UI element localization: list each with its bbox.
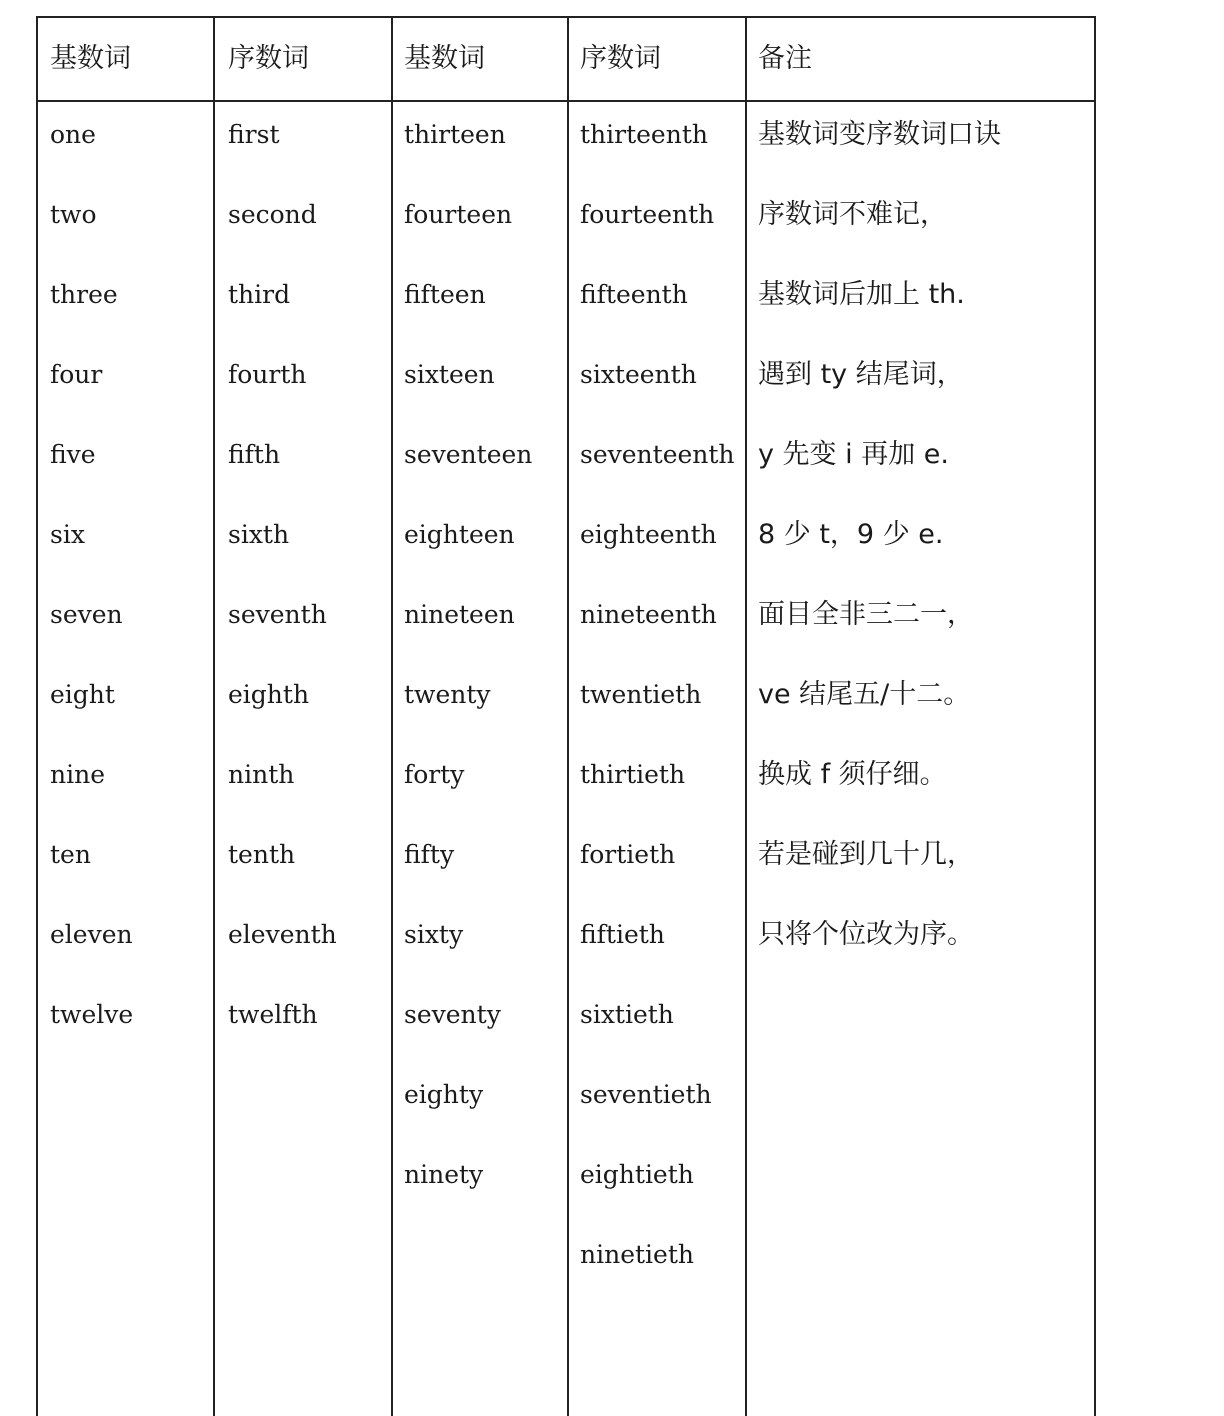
table-cell: fortieth: [580, 840, 676, 869]
column-cardinal-1: [50, 118, 133, 1078]
table-cell: thirtieth: [580, 760, 686, 789]
table-cell: fourteenth: [580, 200, 715, 229]
table-cell: seventeenth: [580, 440, 735, 469]
table-cell: tenth: [228, 840, 296, 869]
table-cell: thirteenth: [580, 120, 708, 149]
column-divider: [1094, 18, 1096, 1416]
header-divider: [38, 100, 1094, 102]
table-cell: one: [50, 120, 96, 149]
table-cell: sixth: [228, 520, 290, 549]
header-ordinal-1: 序数词: [228, 43, 309, 74]
table-cell: thirteen: [404, 120, 506, 149]
table-cell: forty: [404, 760, 465, 789]
table-cell: y 先变 i 再加 e.: [758, 439, 950, 470]
table-cell: 序数词不难记，: [758, 199, 947, 230]
table-cell: nineteenth: [580, 600, 717, 629]
table-cell: fifteen: [404, 280, 486, 309]
table-cell: 基数词后加上 th.: [758, 279, 965, 310]
table-cell: twelve: [50, 1000, 134, 1029]
table-cell: ninth: [228, 760, 295, 789]
table-cell: six: [50, 520, 85, 549]
table-cell: 基数词变序数词口诀: [758, 119, 1001, 150]
table-cell: fourteen: [404, 200, 513, 229]
table-cell: first: [228, 120, 280, 149]
table-cell: twelfth: [228, 1000, 318, 1029]
column-divider: [567, 18, 569, 1416]
table-cell: ten: [50, 840, 91, 869]
table-cell: twentieth: [580, 680, 702, 709]
header-notes: 备注: [758, 43, 812, 74]
header-cardinal-1: 基数词: [50, 43, 131, 74]
table-cell: four: [50, 360, 103, 389]
table-cell: 遇到 ty 结尾词，: [758, 359, 964, 390]
table-cell: five: [50, 440, 96, 469]
table-cell: ninetieth: [580, 1240, 694, 1269]
table-cell: eleven: [50, 920, 133, 949]
table-cell: sixty: [404, 920, 464, 949]
column-divider: [745, 18, 747, 1416]
ordinal-number-table: [36, 16, 1096, 1416]
table-cell: seventeen: [404, 440, 533, 469]
table-cell: ve 结尾五/十二。: [758, 679, 971, 710]
table-cell: fifth: [228, 440, 281, 469]
table-cell: fifteenth: [580, 280, 688, 309]
table-cell: 面目全非三二一，: [758, 599, 974, 630]
table-cell: eightieth: [580, 1160, 694, 1189]
table-cell: 只将个位改为序。: [758, 919, 974, 950]
table-cell: twenty: [404, 680, 491, 709]
column-ordinal-2: [580, 118, 735, 1318]
table-cell: sixteenth: [580, 360, 697, 389]
table-cell: third: [228, 280, 291, 309]
table-cell: eighteenth: [580, 520, 717, 549]
column-ordinal-1: [228, 118, 337, 1078]
table-cell: 8 少 t，9 少 e.: [758, 519, 944, 550]
table-cell: eighth: [228, 680, 310, 709]
table-cell: three: [50, 280, 118, 309]
table-cell: eight: [50, 680, 115, 709]
table-cell: nineteen: [404, 600, 515, 629]
table-cell: sixteen: [404, 360, 495, 389]
column-notes: [758, 118, 1001, 998]
table-cell: nine: [50, 760, 105, 789]
table-cell: fiftieth: [580, 920, 665, 949]
table-cell: eighteen: [404, 520, 515, 549]
table-cell: two: [50, 200, 97, 229]
table-cell: sixtieth: [580, 1000, 674, 1029]
column-cardinal-2: [404, 118, 532, 1238]
table-cell: 若是碰到几十几，: [758, 839, 974, 870]
header-cardinal-2: 基数词: [404, 43, 485, 74]
table-cell: eleventh: [228, 920, 337, 949]
table-cell: fourth: [228, 360, 307, 389]
table-cell: seventieth: [580, 1080, 712, 1109]
column-divider: [213, 18, 215, 1416]
table-cell: seven: [50, 600, 123, 629]
column-divider: [391, 18, 393, 1416]
table-cell: second: [228, 200, 317, 229]
table-cell: seventh: [228, 600, 327, 629]
table-cell: 换成 f 须仔细。: [758, 759, 947, 790]
table-cell: eighty: [404, 1080, 484, 1109]
table-cell: ninety: [404, 1160, 484, 1189]
table-cell: fifty: [404, 840, 455, 869]
table-cell: seventy: [404, 1000, 501, 1029]
header-ordinal-2: 序数词: [580, 43, 661, 74]
